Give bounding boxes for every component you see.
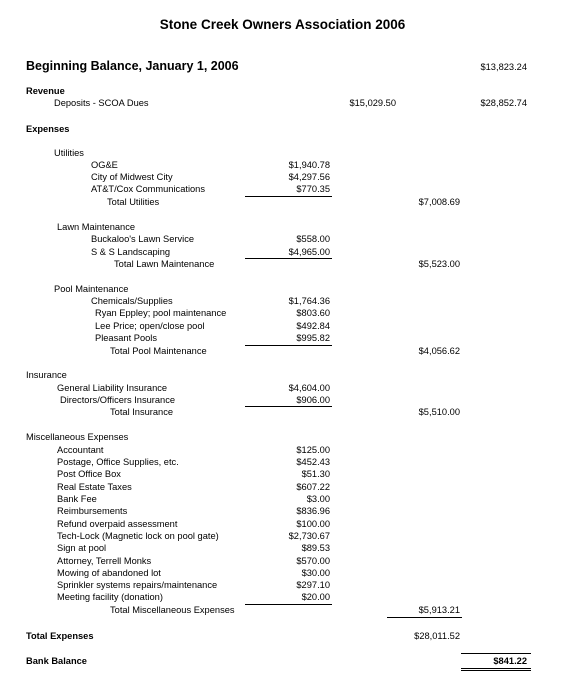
lawn-total-amount: $5,523.00 — [418, 259, 460, 269]
line-item-label: Ryan Eppley; pool maintenance — [95, 308, 227, 318]
lawn-heading: Lawn Maintenance — [57, 222, 136, 232]
subtotal-rule — [245, 406, 332, 407]
line-item-label: Refund overpaid assessment — [57, 519, 178, 529]
report-title: Stone Creek Owners Association 2006 — [159, 17, 406, 32]
line-item-label: Attorney, Terrell Monks — [57, 556, 152, 566]
bank-balance-label: Bank Balance — [26, 656, 87, 666]
line-item-amount: $4,965.00 — [288, 247, 330, 257]
line-item-amount: $3.00 — [306, 494, 330, 504]
line-item-amount: $1,764.36 — [288, 296, 330, 306]
beginning-balance-amount: $13,823.24 — [480, 62, 527, 72]
line-item-amount: $30.00 — [301, 568, 330, 578]
line-item-label: Buckaloo's Lawn Service — [91, 234, 195, 244]
misc-total-label: Total Miscellaneous Expenses — [110, 605, 235, 615]
revenue-heading: Revenue — [26, 86, 65, 96]
line-item-label: Postage, Office Supplies, etc. — [57, 457, 179, 467]
line-item-label: Chemicals/Supplies — [91, 296, 173, 306]
line-item-amount: $100.00 — [296, 519, 330, 529]
line-item-amount: $558.00 — [296, 234, 330, 244]
line-item-label: Reimbursements — [57, 506, 128, 516]
line-item-label: Real Estate Taxes — [57, 482, 132, 492]
line-item-amount: $906.00 — [296, 395, 330, 405]
line-item-label: Pleasant Pools — [95, 333, 158, 343]
line-item-label: S & S Landscaping — [91, 247, 171, 257]
deposits-running-total: $28,852.74 — [480, 98, 527, 108]
misc-total-amount: $5,913.21 — [418, 605, 460, 615]
line-item-label: Accountant — [57, 445, 104, 455]
line-item-label: OG&E — [91, 160, 118, 170]
line-item-label: Directors/Officers Insurance — [60, 395, 176, 405]
line-item-amount: $995.82 — [296, 333, 330, 343]
line-item-amount: $297.10 — [296, 580, 330, 590]
line-item-amount: $125.00 — [296, 445, 330, 455]
balance-top-rule — [461, 653, 531, 654]
line-item-amount: $492.84 — [296, 321, 330, 331]
pool-heading: Pool Maintenance — [54, 284, 129, 294]
misc-heading: Miscellaneous Expenses — [26, 432, 129, 442]
balance-double-rule-1 — [461, 668, 531, 669]
line-item-amount: $89.53 — [301, 543, 330, 553]
line-item-label: Sign at pool — [57, 543, 107, 553]
utilities-total-amount: $7,008.69 — [418, 197, 460, 207]
lawn-total-label: Total Lawn Maintenance — [114, 259, 215, 269]
bank-balance-amount: $841.22 — [493, 656, 527, 666]
subtotal-rule — [245, 258, 332, 259]
line-item-label: Bank Fee — [57, 494, 97, 504]
subtotal-rule — [387, 617, 462, 618]
line-item-amount: $4,297.56 — [288, 172, 330, 182]
line-item-amount: $803.60 — [296, 308, 330, 318]
total-expenses-label: Total Expenses — [26, 631, 94, 641]
subtotal-rule — [245, 196, 332, 197]
line-item-amount: $770.35 — [296, 184, 330, 194]
subtotal-rule — [245, 345, 332, 346]
line-item-amount: $1,940.78 — [288, 160, 330, 170]
beginning-balance-label: Beginning Balance, January 1, 2006 — [26, 59, 239, 73]
line-item-label: Post Office Box — [57, 469, 121, 479]
line-item-amount: $51.30 — [301, 469, 330, 479]
utilities-total-label: Total Utilities — [107, 197, 160, 207]
line-item-amount: $836.96 — [296, 506, 330, 516]
line-item-label: AT&T/Cox Communications — [91, 184, 206, 194]
line-item-label: Meeting facility (donation) — [57, 592, 163, 602]
total-expenses-amount: $28,011.52 — [414, 631, 460, 641]
utilities-heading: Utilities — [54, 148, 84, 158]
line-item-label: Sprinkler systems repairs/maintenance — [57, 580, 218, 590]
pool-total-label: Total Pool Maintenance — [110, 346, 207, 356]
line-item-label: Mowing of abandoned lot — [57, 568, 161, 578]
subtotal-rule — [245, 604, 332, 605]
pool-total-amount: $4,056.62 — [418, 346, 460, 356]
line-item-amount: $4,604.00 — [288, 383, 330, 393]
line-item-label: Lee Price; open/close pool — [95, 321, 205, 331]
line-item-amount: $20.00 — [301, 592, 330, 602]
line-item-amount: $452.43 — [296, 457, 330, 467]
line-item-label: Tech-Lock (Magnetic lock on pool gate) — [57, 531, 219, 541]
insurance-heading: Insurance — [26, 370, 67, 380]
line-item-label: General Liability Insurance — [57, 383, 168, 393]
line-item-amount: $607.22 — [296, 482, 330, 492]
expenses-heading: Expenses — [26, 124, 70, 134]
deposits-label: Deposits - SCOA Dues — [54, 98, 149, 108]
balance-double-rule-2 — [461, 670, 531, 671]
insurance-total-label: Total Insurance — [110, 407, 174, 417]
line-item-label: City of Midwest City — [91, 172, 173, 182]
deposits-amount: $15,029.50 — [349, 98, 396, 108]
insurance-total-amount: $5,510.00 — [418, 407, 460, 417]
line-item-amount: $570.00 — [296, 556, 330, 566]
line-item-amount: $2,730.67 — [288, 531, 330, 541]
